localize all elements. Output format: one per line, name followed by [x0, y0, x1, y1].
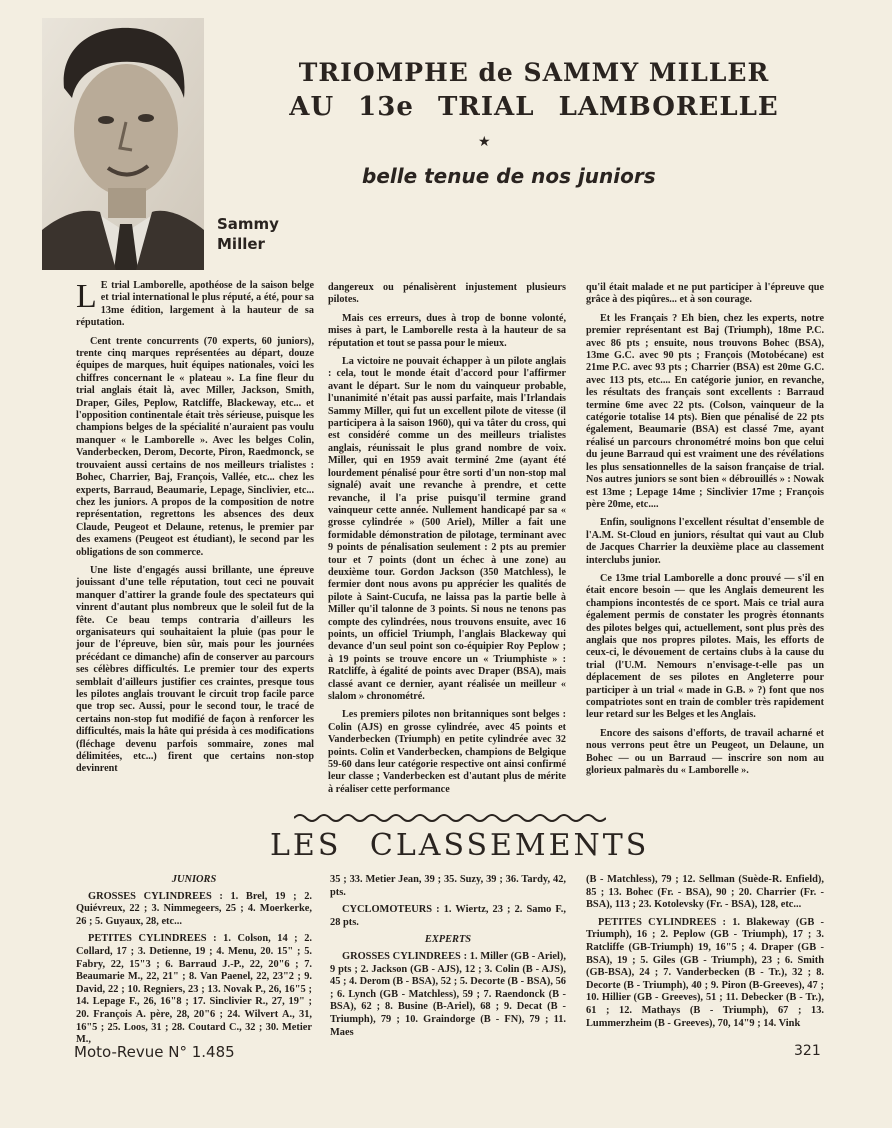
caption-first-name: Sammy [217, 215, 279, 233]
magazine-issue: Moto-Revue N° 1.485 [74, 1043, 235, 1061]
article-paragraph: Une liste d'engagés aussi brillante, une épreuve jouissant d'une telle réputation, tout ceci ne pouvait manquer d'attirer la grande foule des spectateurs qui vinrent d'autant plus nombreux que le soleil fut de la fête. Ce beau temps contraria d'ailleurs les organisateurs qui souhaitaient la pluie (pas pour le jour de l'épreuve, bien sûr, mais pour les journées précédant ce dimanche) afin de conserver au parcours ses célèbres difficultés. Le premier tour des experts semblait d'ailleurs justifier ces craintes, presque tous les pilotes anglais trouvant le circuit trop facile parce que trop sec. Aussi, pour le second tour, le tracé de certains non-stop fut modifié de façon à renforcer les difficultés, mais la hâte qui présida à ces modifications (fléchage devenu parfois sommaire, zones mal délimitées, etc...) firent que certains non-stop devinrent [76, 564, 314, 775]
results-paragraph: PETITES CYLINDREES : 1. Blakeway (GB - Triumph), 16 ; 2. Peplow (GB - Triumph), 17 ; 3. Ratcliffe (GB-Triumph) 19, 16"5 ; 4. Draper (GB - BSA), 19 ; 5. Giles (GB - Triumph), 23 ; 6. Smith (GB-BSA), 24 ; 7. Vanderbecken (B - Tr.), 32 ; 8. Decorte (B - Triumph), 40 ; 9. Piron (B-Greeves), 47 ; 10. Hillier (GB - Greeves), 51 ; 11. Debecker (B - Tr.), 61 ; 12. Mathays (B - Triumph), 67 ; 13. Lummerzheim (B - Greeves), 70, 14"9 ; 14. Vink [586, 916, 824, 1029]
results-paragraph: PETITES CYLINDREES : 1. Colson, 14 ; 2. Collard, 17 ; 3. Detienne, 19 ; 4. Menu, 20. 15" ; 5. Fabry, 22, 15"3 ; 6. Barraud J.-P., 22, 20"6 ; 7. Beaumarie M., 22, 21" ; 8. Van Paenel, 22, 23"2 ; 9. David, 22 ; 10. Regniers, 23 ; 13. Novak P., 26, 16"5 ; 14. Lepage F., 26, 16"8 ; 17. Sinclivier R., 27, 19" ; 20. François A. père, 28, 20"6 ; 24. Wilvert A., 31, 16"5 ; 25. Loos, 31 ; 28. Coutard C., 32 ; 30. Metier M., [76, 933, 312, 1046]
results-category-juniors: JUNIORS [171, 874, 217, 885]
results-column-1 [76, 874, 312, 1052]
headline-line-1: TRIOMPHE de SAMMY MILLER [298, 58, 770, 87]
article-paragraph: Encore des saisons d'efforts, de travail acharné et nous verrons peut être un Peugeot, un Delaune, un Bohec — ou un Barraud — inscrire son nom au glorieux palmarès du « Lamborelle ». [586, 727, 824, 777]
article-paragraph: La victoire ne pouvait échapper à un pilote anglais : cela, tout le monde était d'accord pour l'affirmer avant le départ. Sur le nom du vainqueur probable, l'unanimité n'était pas aussi parfaite, mais l'Irlandais Sammy Miller, qui fut un excellent pilote de vitesse (il participera à la saison 1960), qui va tâter du cross, qui est considéré comme un des meilleurs trialistes anglais, réunissait le plus grand nombre de voix. Miller, qui en 1959 avait terminé 2me (ayant été lourdement pénalisé pour être sorti d'un non-stop mal signalé) avait une revanche à prendre, et cette revanche, il l'a prise puisqu'il termine grand vainqueur cette année. Nullement handicapé par sa « grosse cylindrée » (500 Ariel), Miller a fait une formidable démonstration de pilotage, terminant avec 9 points de pénalisation seulement : 2 pts au premier tour et 7 points (dont un échec à une zone) au deuxième tour. Gordon Jackson (350 Matchless), le fermier dont nous avons pu apprécier les qualités de pilote à Saint-Cucufa, ne laissa pas la partie belle à Miller qu'il talonne de 3 points. Si nous ne tenons pas compte des cylindrées, nous trouvons ensuite, avec 16 points, un officiel Triumph, l'anglais Blackeway qui devance d'un seul point son co-équipier Roy Peplow ; à 19 points se trouve encore un « Triumphiste » : Ratcliffe, à égalité de points avec Draper (BSA), mais classé avant ce dernier, ayant réalisée un meilleur « slalom » chronométré. [328, 356, 566, 702]
results-paragraph: GROSSES CYLINDREES : 1. Brel, 19 ; 2. Quiévreux, 22 ; 3. Nimmegeers, 25 ; 4. Moerkerke, 26 ; 5. Guyaux, 28, etc... [76, 890, 312, 927]
article-paragraph: Ce 13me trial Lamborelle a donc prouvé — s'il en était encore besoin — que les Anglais demeurent les champions incontestés de ce sport. Mais ce trial aura également permis de constater les progrès étonnants des pilotes belges qui, actuellement, sont plus près des anglais que nos propres pilotes. Mais, les efforts de ceux-ci, le dévouement de certains clubs à la cause du trial (l'U.M. Nemours n'envisage-t-elle pas un déplacement de ses pilotes en Angleterre pour participer à un trial « made in G.B. » ?) font que nos compatriotes sont en train de combler très rapidement leur retard sur les Belges et les Anglais. [586, 572, 824, 721]
article-column-1 [76, 280, 314, 782]
article-paragraph: Mais ces erreurs, dues à trop de bonne volonté, mises à part, le Lamborelle resta à la hauteur de sa réputation et tout se passa pour le mieux. [328, 312, 566, 349]
article-paragraph: L E trial Lamborelle, apothéose de la saison belge et trial international le plus réputé, a été, pour sa 13me édition, largement à la hauteur de sa réputation. [76, 278, 314, 329]
article-paragraph: Et les Français ? Eh bien, chez les experts, notre premier représentant est Baj (Triumph), 18me P.C. avec 86 pts ; ensuite, nous trouvons Bohec (BSA), 13me G.C. avec 90 pts ; François (Motobécane) est 21me P.C. avec 93 pts ; Charrier (BSA) est 20me G.C. avec 113 pts, etc.... En catégorie junior, en revanche, les résultats des français sont excellents : Barraud termine 6me avec 22 pts. (Colson, vainqueur de la catégorie totalise 14 pts). Bien que pénalisé de 22 pts également, Beaumarie (BSA) est classé 7me, ayant réalisé un parcours chronométré moins bon que celui du jeune Barraud qui est vraiment une des révélations les plus sensationnelles de la saison française de trial. Nos autres juniors se sont bien « débrouillés » : Nowak est 13me ; Lepage 14me ; Sinclivier 17me ; François père 20me, etc.... [586, 312, 824, 510]
drop-cap: L [76, 278, 97, 315]
article-paragraph: qu'il était malade et ne put participer à l'épreuve que grâce à des piqûres... et à son courage. [586, 282, 824, 306]
article-paragraph: Les premiers pilotes non britanniques sont belges : Colin (AJS) en grosse cylindrée, avec 45 points et Vanderbecken (Triumph) en petite cylindrée avec 32 points. Colin et Vanderbecken, champions de Belgique 59-60 dans leur catégorie respective ont ainsi confirmé leur classe ; Vanderbecken est d'autant plus de mérite à réaliser cette performance [328, 709, 566, 795]
portrait-photo [42, 18, 204, 270]
article-column-3 [586, 282, 824, 783]
results-column-3 [586, 874, 824, 1035]
results-column-2 [330, 874, 566, 1044]
results-paragraph: (B - Matchless), 79 ; 12. Sellman (Suède-R. Enfield), 85 ; 13. Bohec (Fr. - BSA), 90 ; 20. Charrier (Fr. - BSA), 113 ; 23. Kotolevsky (Fr. - BSA), 128, etc... [586, 874, 824, 911]
subtitle: belle tenue de nos juniors [362, 164, 656, 188]
results-category-experts: EXPERTS [424, 934, 472, 946]
results-paragraph: GROSSES CYLINDREES : 1. Miller (GB - Ariel), 9 pts ; 2. Jackson (GB - AJS), 12 ; 3. Colin (B - AJS), 45 ; 4. Derom (B - BSA), 52 ; 5. Decorte (B - BSA), 56 ; 6. Lynch (GB - Matchless), 59 ; 7. Raendonck (B - BSA), 62 ; 8. Busine (B-Ariel), 68 ; 9. Decat (B - Triumph), 79 ; 10. Graindorge (B - FN), 79 ; 11. Maes [330, 950, 566, 1038]
caption-last-name: Miller [217, 235, 265, 253]
wavy-divider [294, 812, 606, 824]
results-title: LES CLASSEMENTS [270, 828, 650, 863]
headline [240, 56, 828, 124]
results-paragraph: CYCLOMOTEURS : 1. Wiertz, 23 ; 2. Samo F., 28 pts. [330, 904, 566, 928]
results-paragraph: 35 ; 33. Metier Jean, 39 ; 35. Suzy, 39 ; 36. Tardy, 42, pts. [330, 874, 566, 898]
photo-caption [217, 214, 277, 254]
article-paragraph: dangereux ou pénalisèrent injustement plusieurs pilotes. [328, 282, 566, 306]
star-separator-icon: ★ [478, 135, 491, 150]
headline-line-2: AU 13e TRIAL LAMBORELLE [289, 92, 779, 122]
article-column-2 [328, 282, 566, 802]
page-number: 321 [794, 1043, 821, 1059]
article-paragraph: Cent trente concurrents (70 experts, 60 juniors), trente cinq marques représentées au départ, douze équipes de marques, huit équipes nationales, voici les chiffres concernant le « plateau ». La fine fleur du trial anglais était là, avec Miller, Jackson, Smith, Draper, Giles, Peplow, Ratcliffe, Blackeway, etc... et l'opposition continentale était très sérieuse, puisque les champions belges de la spécialité n'auraient pas voulu manquer « le Lamborelle ». Avec les belges Colin, Vanderbecken, Derom, Decorte, Piron, Raedmonck, se trouvaient aussi certains de nos meilleurs trialistes : Bohec, Charrier, Baj, François, Vallée, etc... chez les experts, Barraud, Beaumarie, Lepage, Sinclivier, etc... chez les juniors. A propos de la composition de notre représentation, regrettons les absences des deux Claude, Peugeot et Delaune, retenus, le premier par des examens (Peugeot est étudiant), le second par les obligations de son commerce. [76, 335, 314, 558]
article-paragraph: Enfin, soulignons l'excellent résultat d'ensemble de l'A.M. St-Cloud en juniors, résultat qui vaut au Club de Jacques Charrier la deuxième place au classement interclubs junior. [586, 517, 824, 566]
